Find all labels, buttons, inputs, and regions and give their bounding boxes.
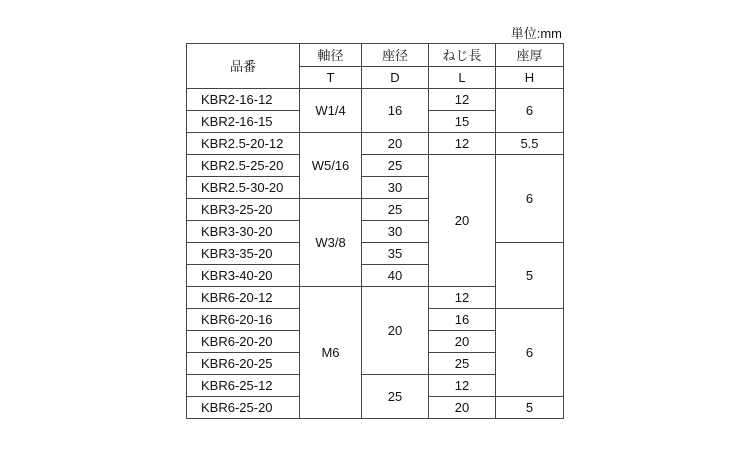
part-number-cell: KBR2.5-30-20	[187, 177, 300, 199]
seat-cell: 25	[362, 199, 429, 221]
thread-cell: 12	[429, 133, 496, 155]
seat-cell: 30	[362, 221, 429, 243]
part-number-cell: KBR3-35-20	[187, 243, 300, 265]
thick-cell: 6	[496, 89, 564, 133]
header-part-no: 品番	[187, 44, 300, 89]
thread-cell: 12	[429, 375, 496, 397]
thick-cell: 5	[496, 243, 564, 309]
seat-cell: 20	[362, 133, 429, 155]
part-number-cell: KBR6-20-16	[187, 309, 300, 331]
part-number-cell: KBR2.5-25-20	[187, 155, 300, 177]
header-thick: 座厚	[496, 44, 564, 67]
header-thread: ねじ長	[429, 44, 496, 67]
thread-cell: 12	[429, 287, 496, 309]
thick-cell: 5	[496, 397, 564, 419]
header-shaft: 軸径	[300, 44, 362, 67]
seat-cell: 25	[362, 375, 429, 419]
thread-cell: 12	[429, 89, 496, 111]
thread-cell: 20	[429, 397, 496, 419]
thread-cell: 15	[429, 111, 496, 133]
unit-label: 単位:mm	[510, 26, 562, 41]
header-seat-symbol: D	[362, 67, 429, 89]
table-row	[187, 243, 564, 265]
seat-cell: 35	[362, 243, 429, 265]
seat-cell: 20	[362, 287, 429, 375]
thick-cell: 6	[496, 309, 564, 397]
header-thick-symbol: H	[496, 67, 564, 89]
part-number-cell: KBR6-25-20	[187, 397, 300, 419]
shaft-cell: W1/4	[300, 89, 362, 133]
table-row	[187, 133, 564, 155]
part-number-cell: KBR3-30-20	[187, 221, 300, 243]
part-number-cell: KBR6-25-12	[187, 375, 300, 397]
thread-cell: 25	[429, 353, 496, 375]
table-row	[187, 89, 564, 111]
shaft-cell: M6	[300, 287, 362, 419]
part-number-cell: KBR6-20-12	[187, 287, 300, 309]
part-number-cell: KBR2-16-15	[187, 111, 300, 133]
part-number-cell: KBR6-20-20	[187, 331, 300, 353]
table-row	[187, 155, 564, 177]
seat-cell: 16	[362, 89, 429, 133]
part-number-cell: KBR3-40-20	[187, 265, 300, 287]
header-shaft-symbol: T	[300, 67, 362, 89]
thread-cell: 20	[429, 331, 496, 353]
part-number-cell: KBR2-16-12	[187, 89, 300, 111]
thick-cell: 5.5	[496, 133, 564, 155]
header-row-names	[187, 44, 564, 67]
part-number-cell: KBR3-25-20	[187, 199, 300, 221]
shaft-cell: W5/16	[300, 133, 362, 199]
thread-cell: 16	[429, 309, 496, 331]
part-number-cell: KBR2.5-20-12	[187, 133, 300, 155]
thread-cell: 20	[429, 155, 496, 287]
seat-cell: 25	[362, 155, 429, 177]
part-number-cell: KBR6-20-25	[187, 353, 300, 375]
spec-table	[186, 43, 564, 419]
shaft-cell: W3/8	[300, 199, 362, 287]
seat-cell: 30	[362, 177, 429, 199]
thick-cell: 6	[496, 155, 564, 243]
seat-cell: 40	[362, 265, 429, 287]
header-seat: 座径	[362, 44, 429, 67]
header-thread-symbol: L	[429, 67, 496, 89]
